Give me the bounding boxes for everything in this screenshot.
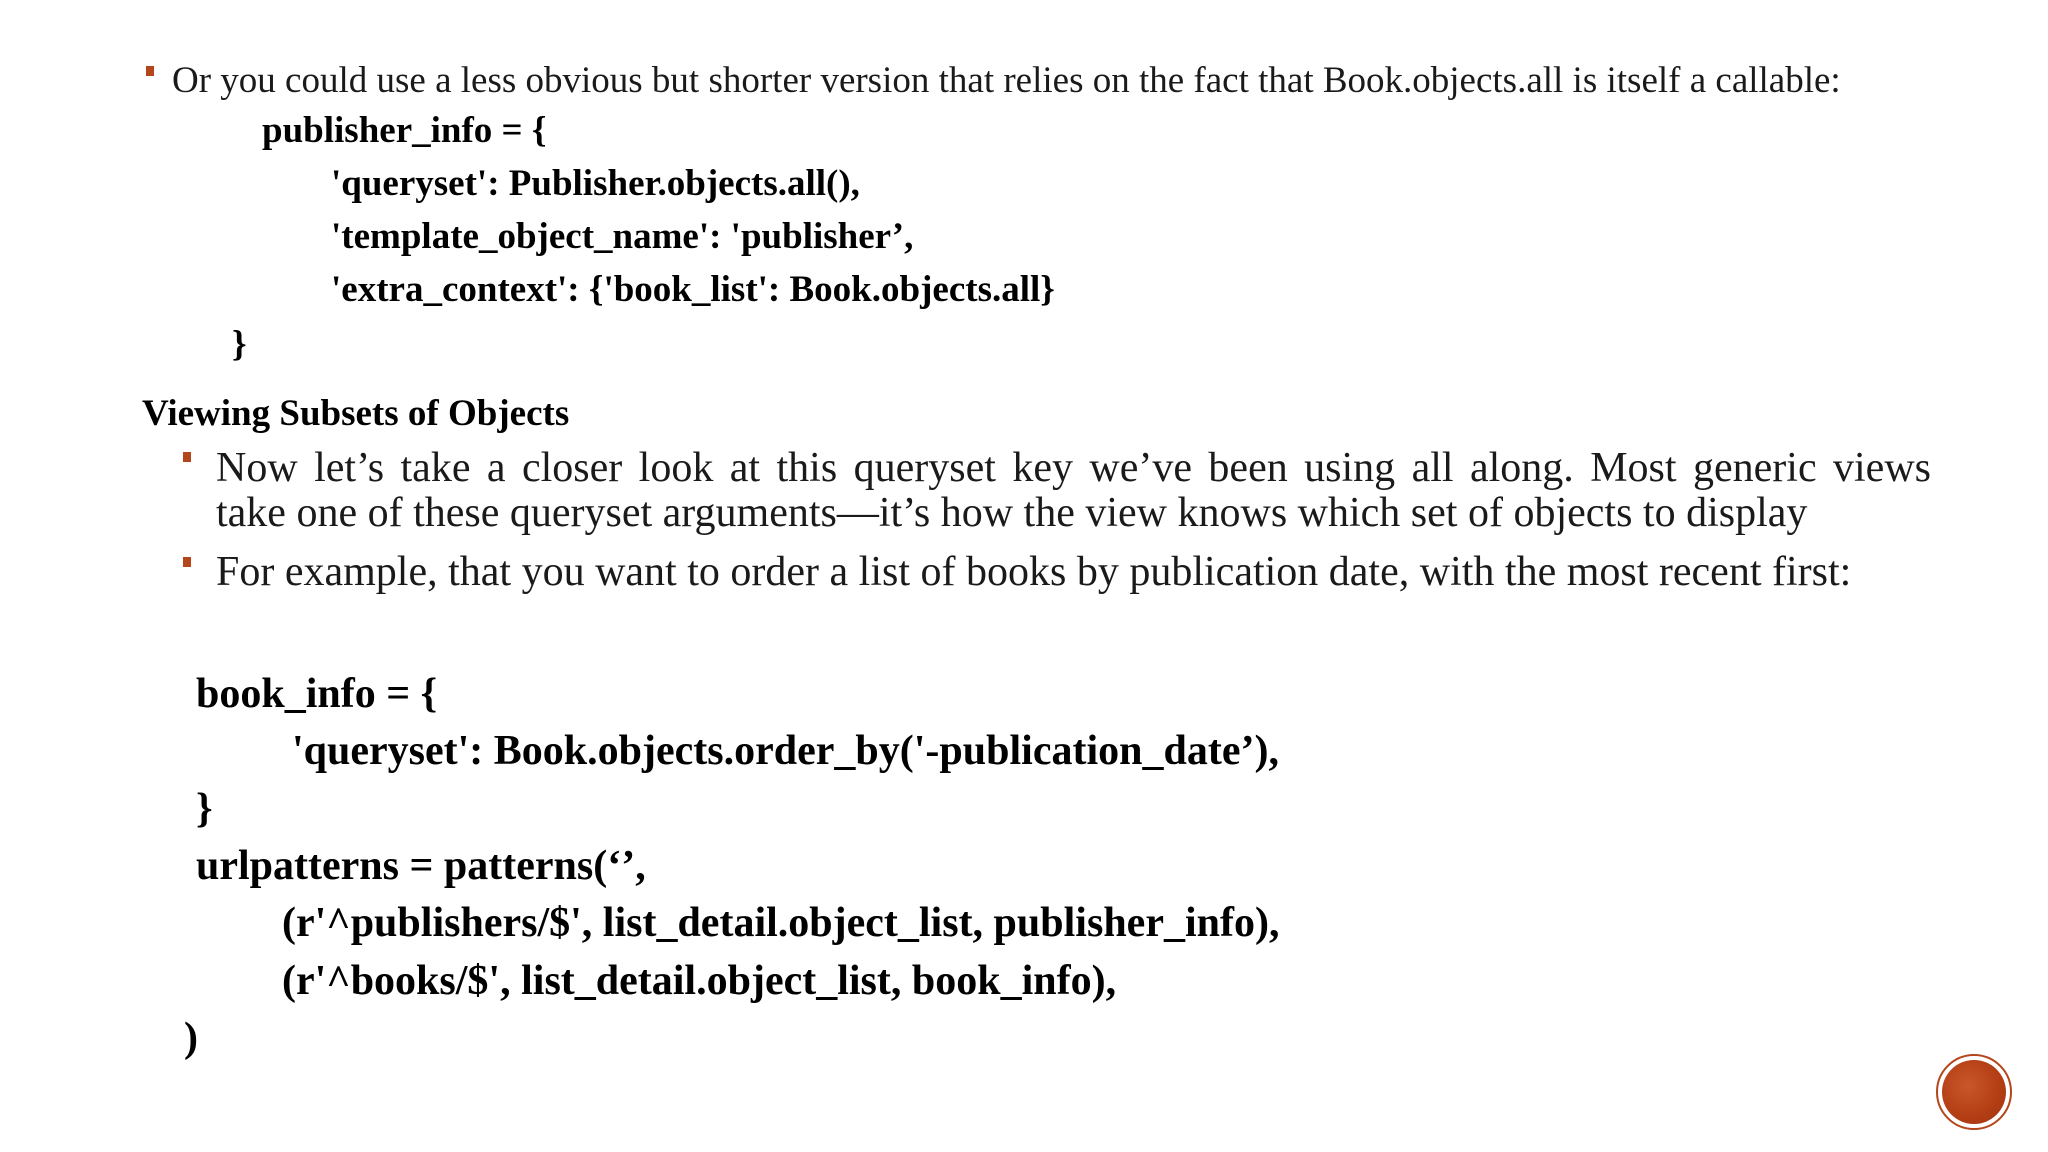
badge-circle-icon bbox=[1942, 1060, 2006, 1124]
code-book-line-4: urlpatterns = patterns(‘’, bbox=[196, 843, 646, 889]
bullet-marker bbox=[183, 557, 191, 567]
code-book-line-6: (r'^books/$', list_detail.object_list, book_info), bbox=[282, 958, 1117, 1004]
code-publisher-line-2: 'queryset': Publisher.objects.all(), bbox=[331, 163, 860, 204]
code-publisher-line-1: publisher_info = { bbox=[262, 110, 547, 151]
code-book-line-7: ) bbox=[184, 1015, 198, 1061]
bullet-intro-text: Or you could use a less obvious but shorter version that relies on the fact that Book.objects.all is itself a callable: bbox=[172, 60, 1841, 101]
code-book-line-5: (r'^publishers/$', list_detail.object_list, publisher_info), bbox=[282, 900, 1280, 946]
code-book-line-1: book_info = { bbox=[196, 671, 438, 717]
bullet-queryset-note-line-1: Now let’s take a closer look at this queryset key we’ve been using all along. Most generic views bbox=[216, 445, 1931, 491]
code-publisher-line-5: } bbox=[232, 324, 247, 365]
code-publisher-line-4: 'extra_context': {'book_list': Book.objects.all} bbox=[331, 269, 1055, 310]
section-heading: Viewing Subsets of Objects bbox=[142, 393, 570, 434]
bullet-marker bbox=[146, 66, 154, 76]
bullet-queryset-note-line-2: take one of these queryset arguments—it’s how the view knows which set of objects to display bbox=[216, 490, 1808, 536]
slide-number-badge bbox=[1936, 1054, 2012, 1130]
bullet-marker bbox=[183, 452, 191, 462]
code-book-line-3: } bbox=[196, 786, 213, 832]
code-publisher-line-3: 'template_object_name': 'publisher’, bbox=[331, 216, 914, 257]
code-book-line-2: 'queryset': Book.objects.order_by('-publication_date’), bbox=[292, 728, 1279, 774]
bullet-example-text: For example, that you want to order a list of books by publication date, with the most recent first: bbox=[216, 549, 1852, 595]
